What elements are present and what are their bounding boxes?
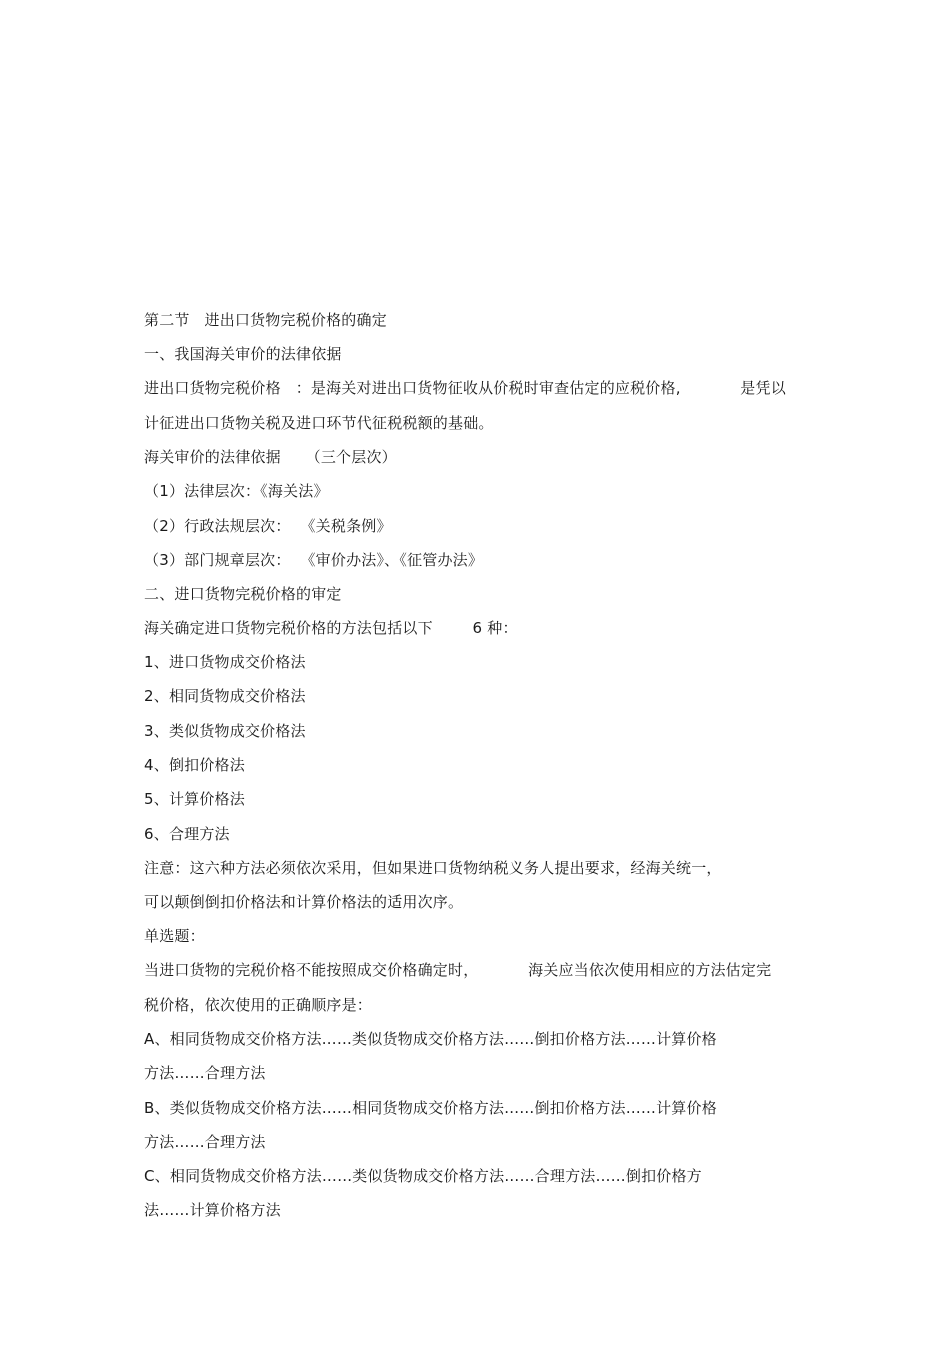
question-type-label: 单选题： — [144, 927, 205, 945]
option-b: 方法……合理方法 — [144, 1133, 266, 1151]
paragraph-line: 海关审价的法律依据 （三个层次） — [144, 448, 397, 466]
list-item: 3、类似货物成交价格法 — [144, 722, 306, 740]
note-line: 可以颠倒倒扣价格法和计算价格法的适用次序。 — [144, 893, 464, 911]
list-item: （1）法律层次：《海关法》 — [144, 482, 329, 500]
list-item: 1、进口货物成交价格法 — [144, 653, 306, 671]
list-item: （3）部门规章层次： 《审价办法》、《征管办法》 — [144, 551, 484, 569]
list-item: 4、倒扣价格法 — [144, 756, 245, 774]
paragraph-line: 进出口货物完税价格 ：是海关对进出口货物征收从价税时审查估定的应税价格, 是凭以 — [144, 379, 786, 397]
option-c: 法……计算价格方法 — [144, 1201, 281, 1219]
option-b: B、类似货物成交价格方法……相同货物成交价格方法……倒扣价格方法……计算价格 — [144, 1099, 717, 1117]
section-heading: 第二节 进出口货物完税价格的确定 — [144, 311, 387, 329]
list-item: （2）行政法规层次： 《关税条例》 — [144, 517, 392, 535]
subheading-legal-basis: 一、我国海关审价的法律依据 — [144, 345, 342, 363]
question-stem: 当进口货物的完税价格不能按照成交价格确定时， 海关应当依次使用相应的方法估定完 — [144, 961, 772, 979]
option-c: C、相同货物成交价格方法……类似货物成交价格方法……合理方法……倒扣价格方 — [144, 1167, 702, 1185]
subheading-valuation: 二、进口货物完税价格的审定 — [144, 585, 342, 603]
option-a: 方法……合理方法 — [144, 1064, 266, 1082]
list-item: 6、合理方法 — [144, 825, 230, 843]
list-item: 5、计算价格法 — [144, 790, 245, 808]
note-line: 注意：这六种方法必须依次采用，但如果进口货物纳税义务人提出要求，经海关统一， — [144, 859, 722, 877]
option-a: A、相同货物成交价格方法……类似货物成交价格方法……倒扣价格方法……计算价格 — [144, 1030, 717, 1048]
list-item: 2、相同货物成交价格法 — [144, 687, 306, 705]
paragraph-line: 计征进出口货物关税及进口环节代征税税额的基础。 — [144, 414, 494, 432]
paragraph-line: 海关确定进口货物完税价格的方法包括以下 6 种： — [144, 619, 518, 637]
question-stem: 税价格，依次使用的正确顺序是： — [144, 996, 373, 1014]
